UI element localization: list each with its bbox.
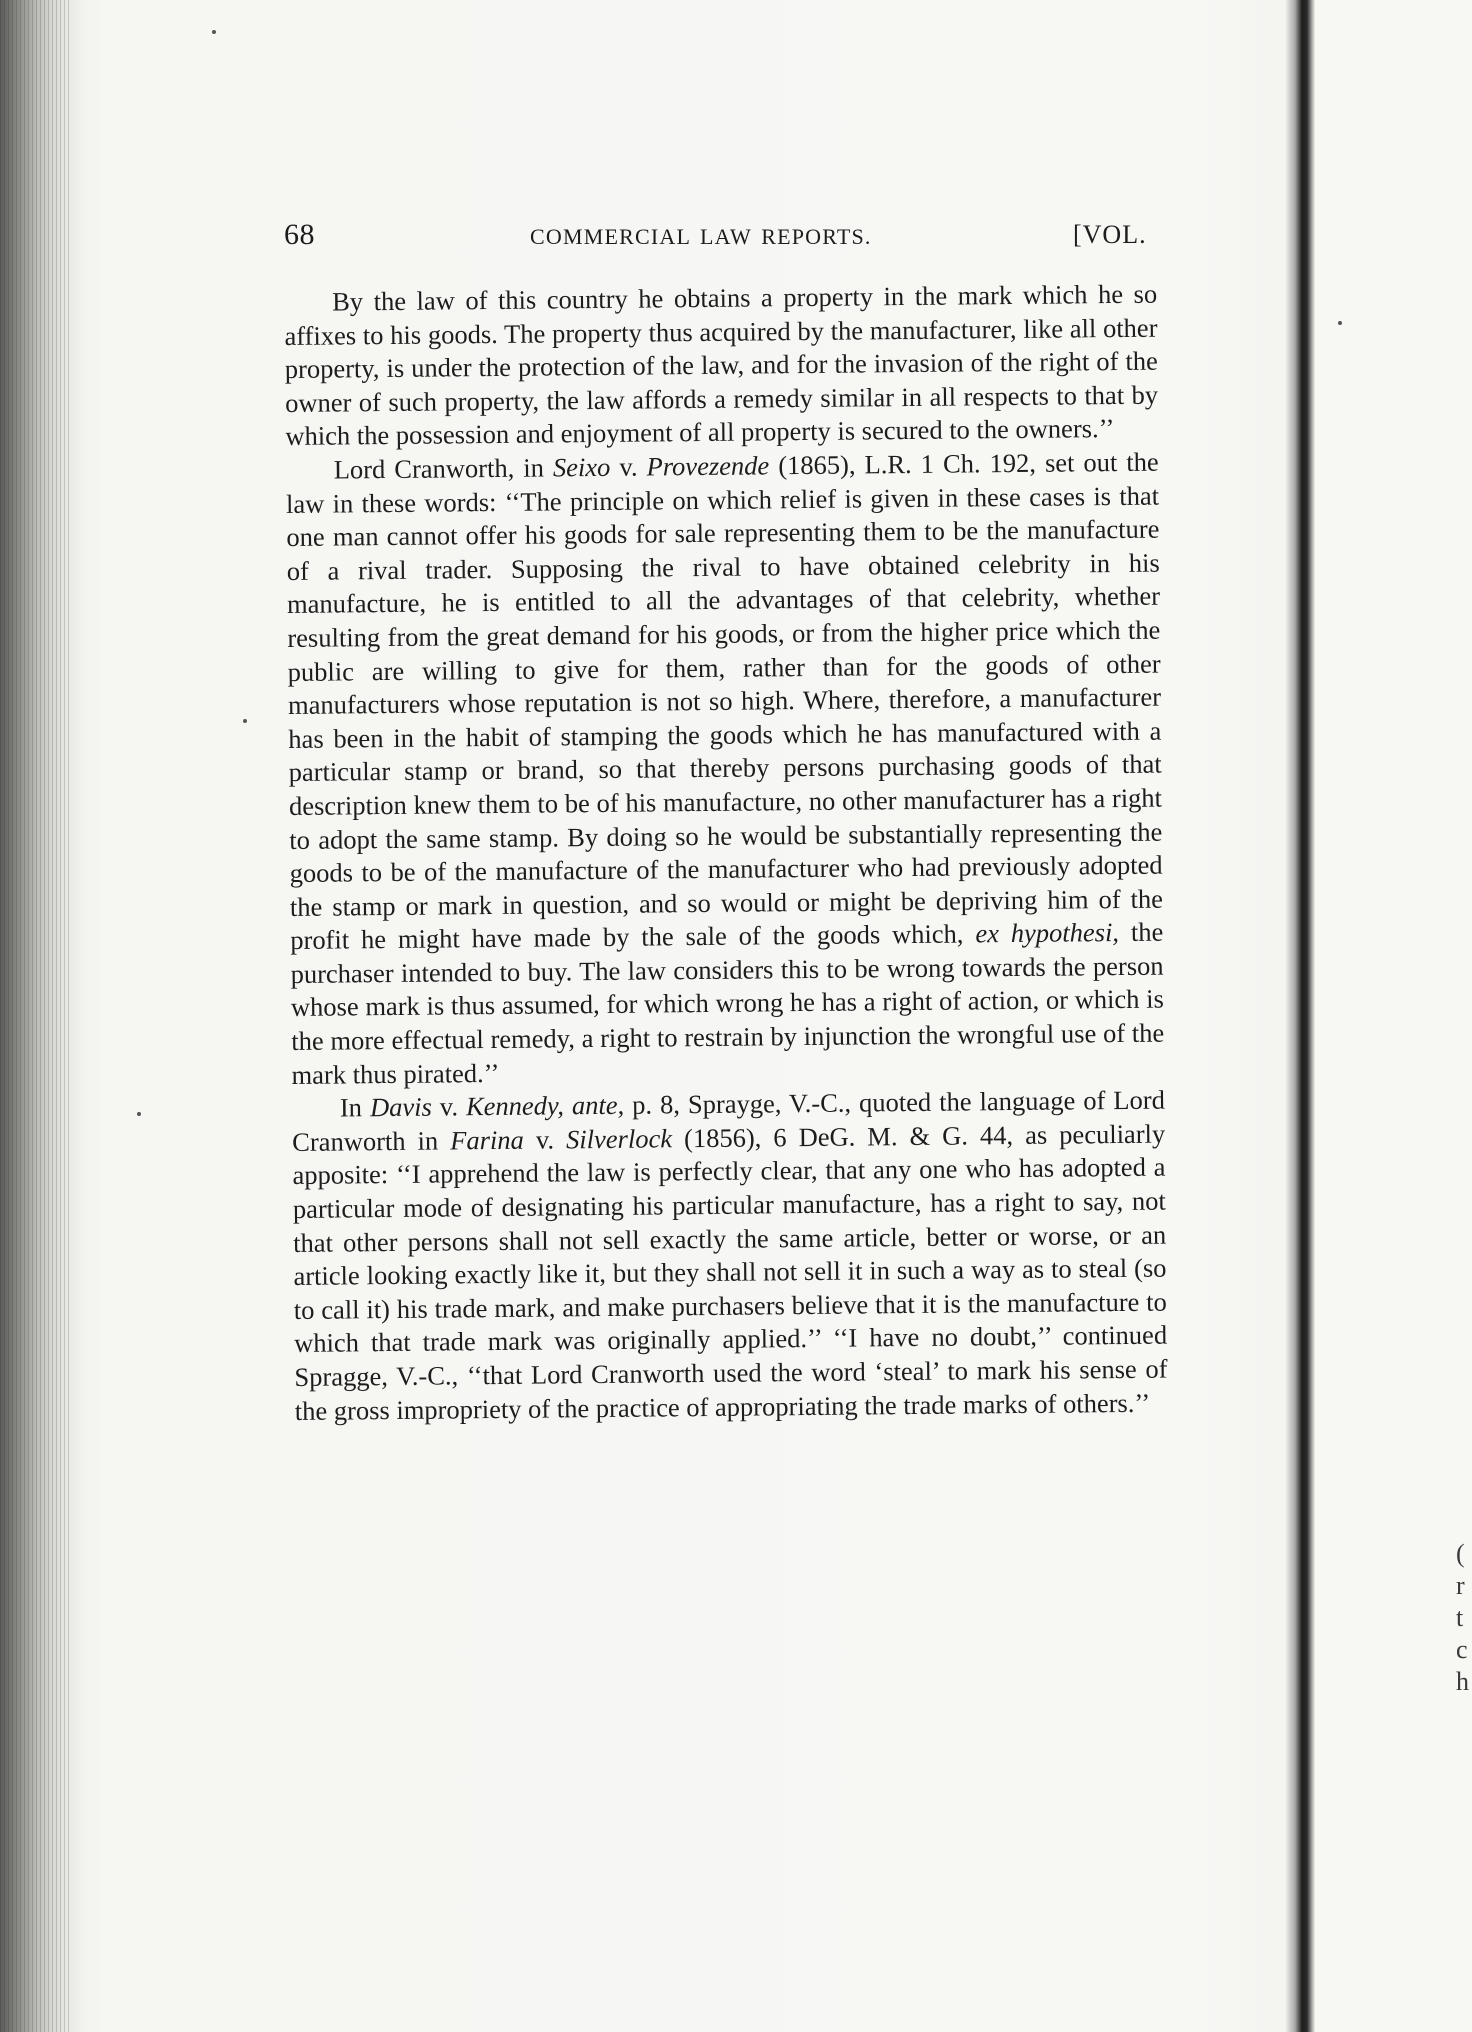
- running-head: [0, 218, 1280, 258]
- italic-text: Silverlock: [565, 1123, 673, 1155]
- text-run: (1865), L.R. 1 Ch. 192, set out the law in these words: ‘‘The principle on which relief is given in these cases is that one man cannot offer his goods for sale representing them to be the manufacture of a rival trader. Supposing the rival to have obtained celebrity in his manufacture, he is entitled to all the advantages of that celebrity, whether resulting from the great demand for his goods, or from the higher price which the public are willing to give for them, rather than for the goods of other manufacturers whose reputation is not so high. Where, therefore, a manufacturer has been in the habit of stamping the goods which he has manufactured with a particular stamp or brand, so that thereby persons purchasing goods of that description knew them to be of his manufacture, no other manufacturer has a right to adopt the same stamp. By doing so he would be substantially representing the goods to be of the manufacture of the manufacturer who had previously adopted the stamp or mark in question, and so would or might be depriving him of the profit he might have made by the sale of the goods which,: [285, 446, 1164, 956]
- facing-page-edge: [1315, 0, 1472, 2032]
- italic-text: Seixo: [552, 451, 611, 483]
- text-run: v.: [610, 451, 647, 482]
- fragment-char: (: [1456, 1539, 1465, 1568]
- italic-text: Farina: [450, 1124, 524, 1156]
- scan-speck: [243, 719, 247, 723]
- scan-speck: [212, 30, 216, 34]
- facing-page-fragments: [1456, 1538, 1472, 1698]
- page-number: 68: [284, 218, 315, 251]
- text-run: the purchaser intended to buy. The law considers this to be wrong towards the person whose mark is thus assumed, for which wrong he has a right of action, or which is the more effectual remedy, a right to restrain by injunction the wrongful use of the mark thus pirated.’’: [290, 916, 1165, 1090]
- text-run: Lord Cranworth, in: [333, 452, 554, 485]
- fragment-char: h: [1456, 1667, 1469, 1696]
- volume-marker: [VOL.: [1073, 220, 1147, 249]
- text-run: p. 8, Sprayge, V.-C., quoted the language of Lord Cranworth in: [292, 1084, 1166, 1157]
- italic-text: Kennedy, ante,: [465, 1090, 625, 1122]
- paragraph: [292, 1084, 1168, 1428]
- italic-text: Davis: [369, 1091, 432, 1123]
- text-run: By the law of this country he obtains a property in the mark which he so affixes to his goods. The property thus acquired by the manufacturer, like all other property, is under the protection of the law, and for the invasion of the right of the owner of such property, the law affords a remedy similar in all respects to that by which the possession and enjoyment of all property is secured to the owners.’’: [284, 278, 1159, 452]
- scan-speck: [1338, 321, 1342, 325]
- paragraph: [286, 446, 1165, 1093]
- fragment-char: c: [1456, 1635, 1468, 1664]
- book-gutter: [1285, 0, 1315, 2032]
- running-title: COMMERCIAL LAW REPORTS.: [530, 224, 872, 249]
- text-run: (1856), 6 DeG. M. & G. 44, as peculiarly apposite: ‘‘I apprehend the law is perfectly clear, that any one who has adopted a particular mode of designating his particular manufacture, has a right to say, not that other persons shall not sell exactly the same article, better or worse, or an article looking exactly like it, but they shall not sell it in such a way as to steal (so to call it) his trade mark, and make purchasers believe that it is the manufacture to which that trade mark was originally applied.’’ ‘‘I have no doubt,’’ continued Spragge, V.-C., ‘‘that Lord Cranworth used the word ‘steal’ to mark his sense of the gross impropriety of the practice of appropriating the trade marks of others.’’: [292, 1118, 1168, 1426]
- text-run: v.: [523, 1124, 567, 1155]
- italic-text: ex hypothesi,: [975, 917, 1120, 949]
- fragment-char: t: [1456, 1603, 1464, 1632]
- italic-text: Provezende: [646, 450, 770, 482]
- paragraph: [284, 278, 1159, 454]
- text-run: v.: [431, 1091, 467, 1122]
- fragment-char: r: [1456, 1571, 1465, 1600]
- text-run: In: [339, 1092, 371, 1123]
- scan-speck: [137, 1112, 141, 1116]
- body-text: [284, 278, 1168, 1429]
